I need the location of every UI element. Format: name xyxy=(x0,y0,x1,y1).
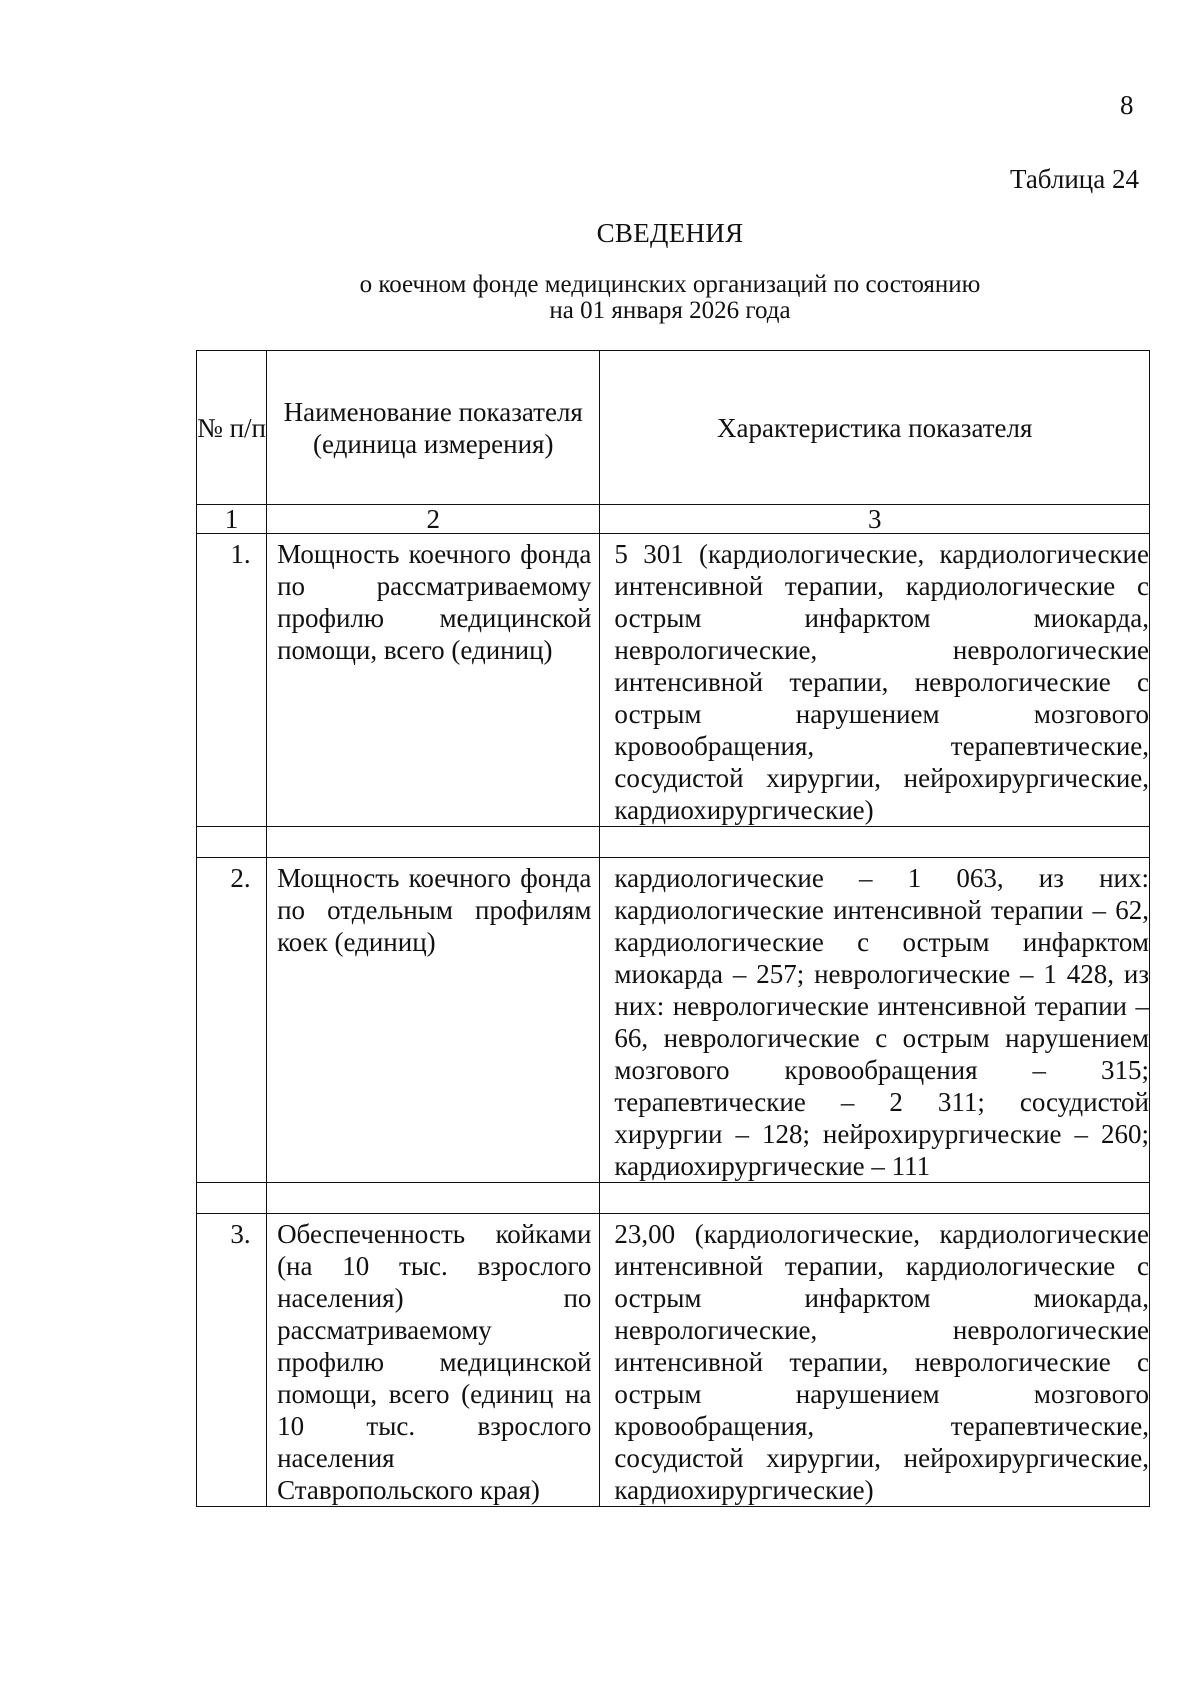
table-label: Таблица 24 xyxy=(1010,164,1139,194)
row-number: 2. xyxy=(197,858,267,1183)
header-indicator-name: Наименование показателя (единица измерения) xyxy=(267,351,600,505)
bed-fund-table xyxy=(196,350,1150,1507)
row-number: 1. xyxy=(197,534,267,827)
row-spacer xyxy=(197,1183,1150,1214)
table-header-row xyxy=(197,351,1150,505)
indicator-name: Мощность коечного фонда по отдельным профилям коек (единиц) xyxy=(267,858,600,1183)
subtitle-line-2: на 01 января 2026 года xyxy=(549,297,791,324)
header-characteristic: Характеристика показателя xyxy=(600,351,1150,505)
indicator-characteristic: 5 301 (кардиологические, кардиологические интенсивной терапии, кардиологические с острым инфарктом миокарда, неврологические, неврологические интенсивной терапии, неврологические с острым нарушением мозгового кровообращения, терапевтические, сосудистой хирургии, нейрохирургические, кардиохирургические) xyxy=(600,534,1150,827)
column-number: 3 xyxy=(600,505,1150,534)
table-row xyxy=(197,858,1150,1183)
table-row xyxy=(197,534,1150,827)
document-title: СВЕДЕНИЯ xyxy=(596,218,744,248)
column-number-row xyxy=(197,505,1150,534)
indicator-characteristic: кардиологические – 1 063, из них: кардиологические интенсивной терапии – 62, кардиологические с острым инфарктом миокарда – 257; неврологические – 1 428, из них: неврологические интенсивной терапии – 66, неврологические с острым нарушением мозгового кровообращения – 315; терапевтические – 2 311; сосудистой хирургии – 128; нейрохирургические – 260; кардиохирургические – 111 xyxy=(600,858,1150,1183)
table-row xyxy=(197,1214,1150,1507)
indicator-name: Обеспеченность койками (на 10 тыс. взрослого населения) по рассматриваемому профилю медицинской помощи, всего (единиц на 10 тыс. взрослого населения Ставропольского края) xyxy=(267,1214,600,1507)
row-number: 3. xyxy=(197,1214,267,1507)
page-number: 8 xyxy=(1120,90,1134,120)
indicator-characteristic: 23,00 (кардиологические, кардиологические интенсивной терапии, кардиологические с острым инфарктом миокарда, неврологические, неврологические интенсивной терапии, неврологические с острым нарушением мозгового кровообращения, терапевтические, сосудистой хирургии, нейрохирургические, кардиохирургические) xyxy=(600,1214,1150,1507)
column-number: 1 xyxy=(197,505,267,534)
column-number: 2 xyxy=(267,505,600,534)
header-number: № п/п xyxy=(197,351,267,505)
indicator-name: Мощность коечного фонда по рассматриваемому профилю медицинской помощи, всего (единиц) xyxy=(267,534,600,827)
subtitle-line-1: о коечном фонде медицинских организаций по состоянию xyxy=(359,271,981,298)
document-subtitle xyxy=(310,272,1030,324)
row-spacer xyxy=(197,827,1150,858)
